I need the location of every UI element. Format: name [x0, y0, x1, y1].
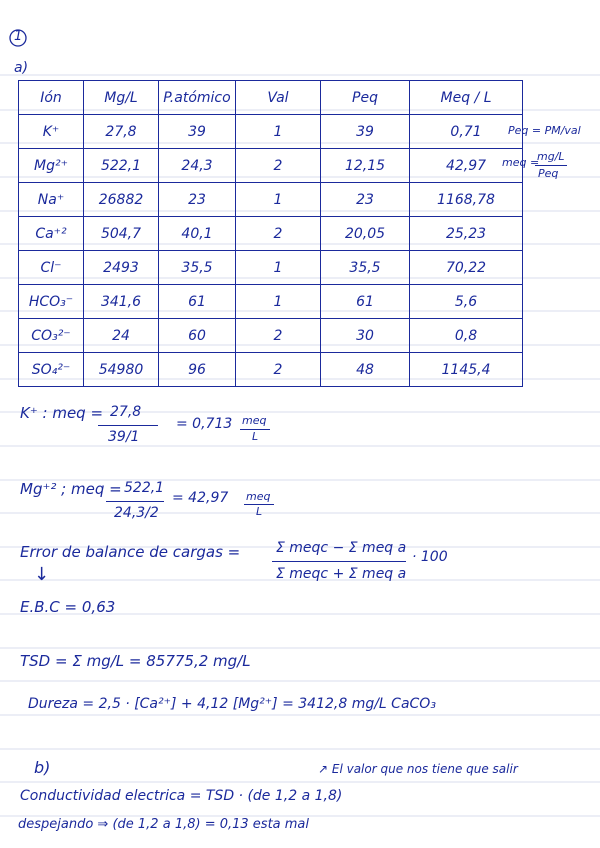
- tsd-line: TSD = Σ mg/L = 85775,2 mg/L: [20, 652, 251, 670]
- mg-fraction-bar: [106, 501, 164, 502]
- ebc-label: Error de balance de cargas =: [20, 543, 241, 561]
- table-row: [19, 217, 523, 251]
- part-a-label: a): [14, 60, 29, 76]
- table-cell: 30: [321, 319, 410, 353]
- mg-unit-den: L: [256, 505, 263, 518]
- table-row: [19, 353, 523, 387]
- table-cell: 1: [236, 251, 321, 285]
- part-b-note: ↗ El valor que nos tiene que salir: [318, 762, 518, 776]
- table-cell: 5,6: [410, 285, 523, 319]
- dureza-line: Dureza = 2,5 · [Ca²⁺] + 4,12 [Mg²⁺] = 3412,8 mg/L CaCO₃: [28, 696, 436, 712]
- table-header-row: [19, 81, 523, 115]
- table-cell: 42,97: [410, 149, 523, 183]
- peq-formula-note: Peq = PM/val: [508, 124, 581, 137]
- table-cell: 25,23: [410, 217, 523, 251]
- table-cell: 39: [321, 115, 410, 149]
- table-cell: Na⁺: [19, 183, 84, 217]
- table-cell: 2: [236, 319, 321, 353]
- ebc-arrow: ↓: [34, 564, 50, 585]
- ebc-result: E.B.C = 0,63: [20, 598, 116, 616]
- table-cell: 1168,78: [410, 183, 523, 217]
- table-cell: Cl⁻: [19, 251, 84, 285]
- meq-formula-num: mg/L: [537, 150, 565, 163]
- table-cell: 35,5: [321, 251, 410, 285]
- table-cell: 24: [84, 319, 159, 353]
- table-cell: 12,15: [321, 149, 410, 183]
- table-cell: 2: [236, 149, 321, 183]
- table-row: [19, 319, 523, 353]
- k-calc-lhs: K⁺ : meq =: [20, 404, 104, 422]
- table-cell: 522,1: [84, 149, 159, 183]
- header-cell: Meq / L: [410, 81, 523, 115]
- table-cell: 48: [321, 353, 410, 387]
- table-cell: 20,05: [321, 217, 410, 251]
- ebc-fraction-bar: [272, 561, 406, 562]
- table-cell: 61: [321, 285, 410, 319]
- table-cell: 1: [236, 115, 321, 149]
- table-row: [19, 149, 523, 183]
- table-cell: 40,1: [159, 217, 236, 251]
- table-cell: K⁺: [19, 115, 84, 149]
- table-cell: 0,8: [410, 319, 523, 353]
- k-calc-num: 27,8: [110, 404, 142, 420]
- meq-fraction-bar: [535, 165, 567, 166]
- k-calc-den: 39/1: [108, 429, 140, 445]
- table-cell: 1145,4: [410, 353, 523, 387]
- k-calc-result: = 0,713: [176, 416, 233, 432]
- table-cell: 96: [159, 353, 236, 387]
- header-cell: Val: [236, 81, 321, 115]
- table-cell: 0,71: [410, 115, 523, 149]
- table-cell: 504,7: [84, 217, 159, 251]
- table-cell: 27,8: [84, 115, 159, 149]
- despejando-line: despejando ⇒ (de 1,2 a 1,8) = 0,13 esta mal: [18, 817, 310, 832]
- table-cell: SO₄²⁻: [19, 353, 84, 387]
- table-row: [19, 115, 523, 149]
- mg-calc-den: 24,3/2: [114, 505, 159, 521]
- mg-unit-num: meq: [246, 490, 271, 503]
- header-cell: P.atómico: [159, 81, 236, 115]
- ebc-numerator: Σ meqc − Σ meq a: [276, 540, 407, 556]
- table-row: [19, 251, 523, 285]
- part-b-label: b): [34, 758, 51, 777]
- table-cell: 39: [159, 115, 236, 149]
- table-cell: 60: [159, 319, 236, 353]
- table-cell: 24,3: [159, 149, 236, 183]
- table-cell: 1: [236, 183, 321, 217]
- meq-formula-lhs: meq =: [502, 156, 540, 169]
- table-cell: Mg²⁺: [19, 149, 84, 183]
- table-cell: 2: [236, 217, 321, 251]
- table-cell: 26882: [84, 183, 159, 217]
- ebc-factor: · 100: [412, 549, 448, 565]
- table-cell: HCO₃⁻: [19, 285, 84, 319]
- table-cell: 341,6: [84, 285, 159, 319]
- page-number: 1: [14, 29, 23, 44]
- table-cell: Ca⁺²: [19, 217, 84, 251]
- table-cell: 1: [236, 285, 321, 319]
- table-cell: 23: [321, 183, 410, 217]
- header-cell: Mg/L: [84, 81, 159, 115]
- table-cell: 35,5: [159, 251, 236, 285]
- conductividad-line: Conductividad electrica = TSD · (de 1,2 a 1,8): [20, 788, 343, 804]
- meq-formula-den: Peq: [538, 167, 559, 180]
- table-cell: CO₃²⁻: [19, 319, 84, 353]
- k-unit-num: meq: [242, 414, 267, 427]
- header-cell: Ión: [19, 81, 84, 115]
- mg-calc-num: 522,1: [124, 480, 165, 496]
- mg-calc-result: = 42,97: [172, 490, 229, 506]
- table-cell: 23: [159, 183, 236, 217]
- table-cell: 61: [159, 285, 236, 319]
- table-cell: 70,22: [410, 251, 523, 285]
- table-cell: 2: [236, 353, 321, 387]
- table-cell: 2493: [84, 251, 159, 285]
- table-cell: 54980: [84, 353, 159, 387]
- table-row: [19, 285, 523, 319]
- table-row: [19, 183, 523, 217]
- mg-calc-lhs: Mg⁺² ; meq =: [20, 480, 122, 498]
- k-unit-den: L: [252, 430, 259, 443]
- ion-table: [18, 80, 523, 387]
- header-cell: Peq: [321, 81, 410, 115]
- ebc-denominator: Σ meqc + Σ meq a: [276, 566, 407, 582]
- k-fraction-bar: [98, 425, 158, 426]
